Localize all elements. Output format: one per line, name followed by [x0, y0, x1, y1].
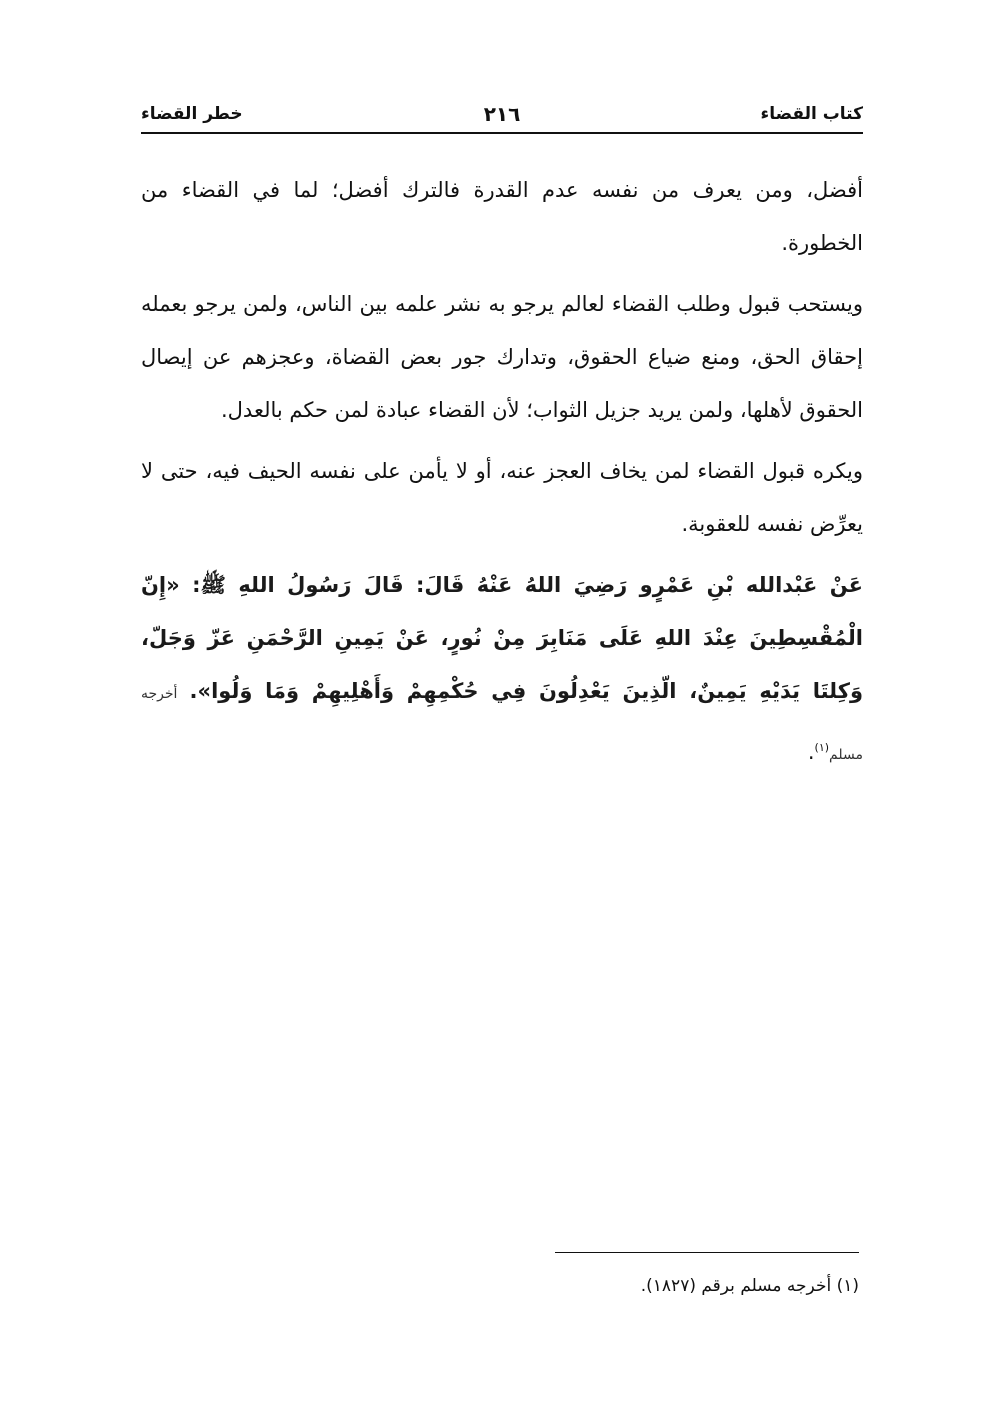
footnote-marker: (١) [814, 741, 830, 754]
footnote-rule [555, 1252, 859, 1253]
paragraph: ويستحب قبول وطلب القضاء لعالم يرجو به نشر علمه بين الناس، ولمن يرجو بعمله إحقاق الحق، ومنع ضياع الحقوق، وتدارك جور بعض القضاة، وعجزهم عن إيصال الحقوق لأهلها، ولمن يريد جزيل الثواب؛ لأن القضاء عبادة لمن حكم بالعدل. [141, 292, 863, 422]
footnote: (١) أخرجه مسلم برقم (١٨٢٧). [640, 1276, 859, 1296]
hadith-end-mark: . [807, 740, 815, 764]
book-title: كتاب القضاء [760, 104, 863, 124]
hadith-source: أخرجه مسلم [141, 686, 863, 763]
hadith-text: عَنْ عَبْدالله بْنِ عَمْرٍو رَضِيَ اللهُ عَنْهُ قَالَ: قَالَ رَسُولُ اللهِ ﷺ: «إِنّ الْمُقْسِطِينَ عِنْدَ اللهِ عَلَى مَنَابِرَ مِنْ نُورٍ، عَنْ يَمِينِ الرَّحْمَنِ عَزّ وَجَلّ، وَكِلتَا يَدَيْهِ يَمِينٌ، الّذِينَ يَعْدِلُونَ فِي حُكْمِهِمْ وَأَهْلِيهِمْ وَمَا وَلُوا». [141, 573, 863, 703]
running-header [141, 98, 863, 132]
page-number: ٢١٦ [483, 102, 521, 126]
header-rule [141, 132, 863, 134]
main-text [141, 164, 863, 790]
paragraph: أفضل، ومن يعرف من نفسه عدم القدرة فالترك أفضل؛ لما في القضاء من الخطورة. [141, 178, 863, 255]
hadith-paragraph [141, 559, 863, 782]
paragraph: ويكره قبول القضاء لمن يخاف العجز عنه، أو لا يأمن على نفسه الحيف فيه، حتى لا يعرِّض نفسه للعقوبة. [141, 459, 863, 536]
chapter-title: خطر القضاء [141, 104, 243, 124]
